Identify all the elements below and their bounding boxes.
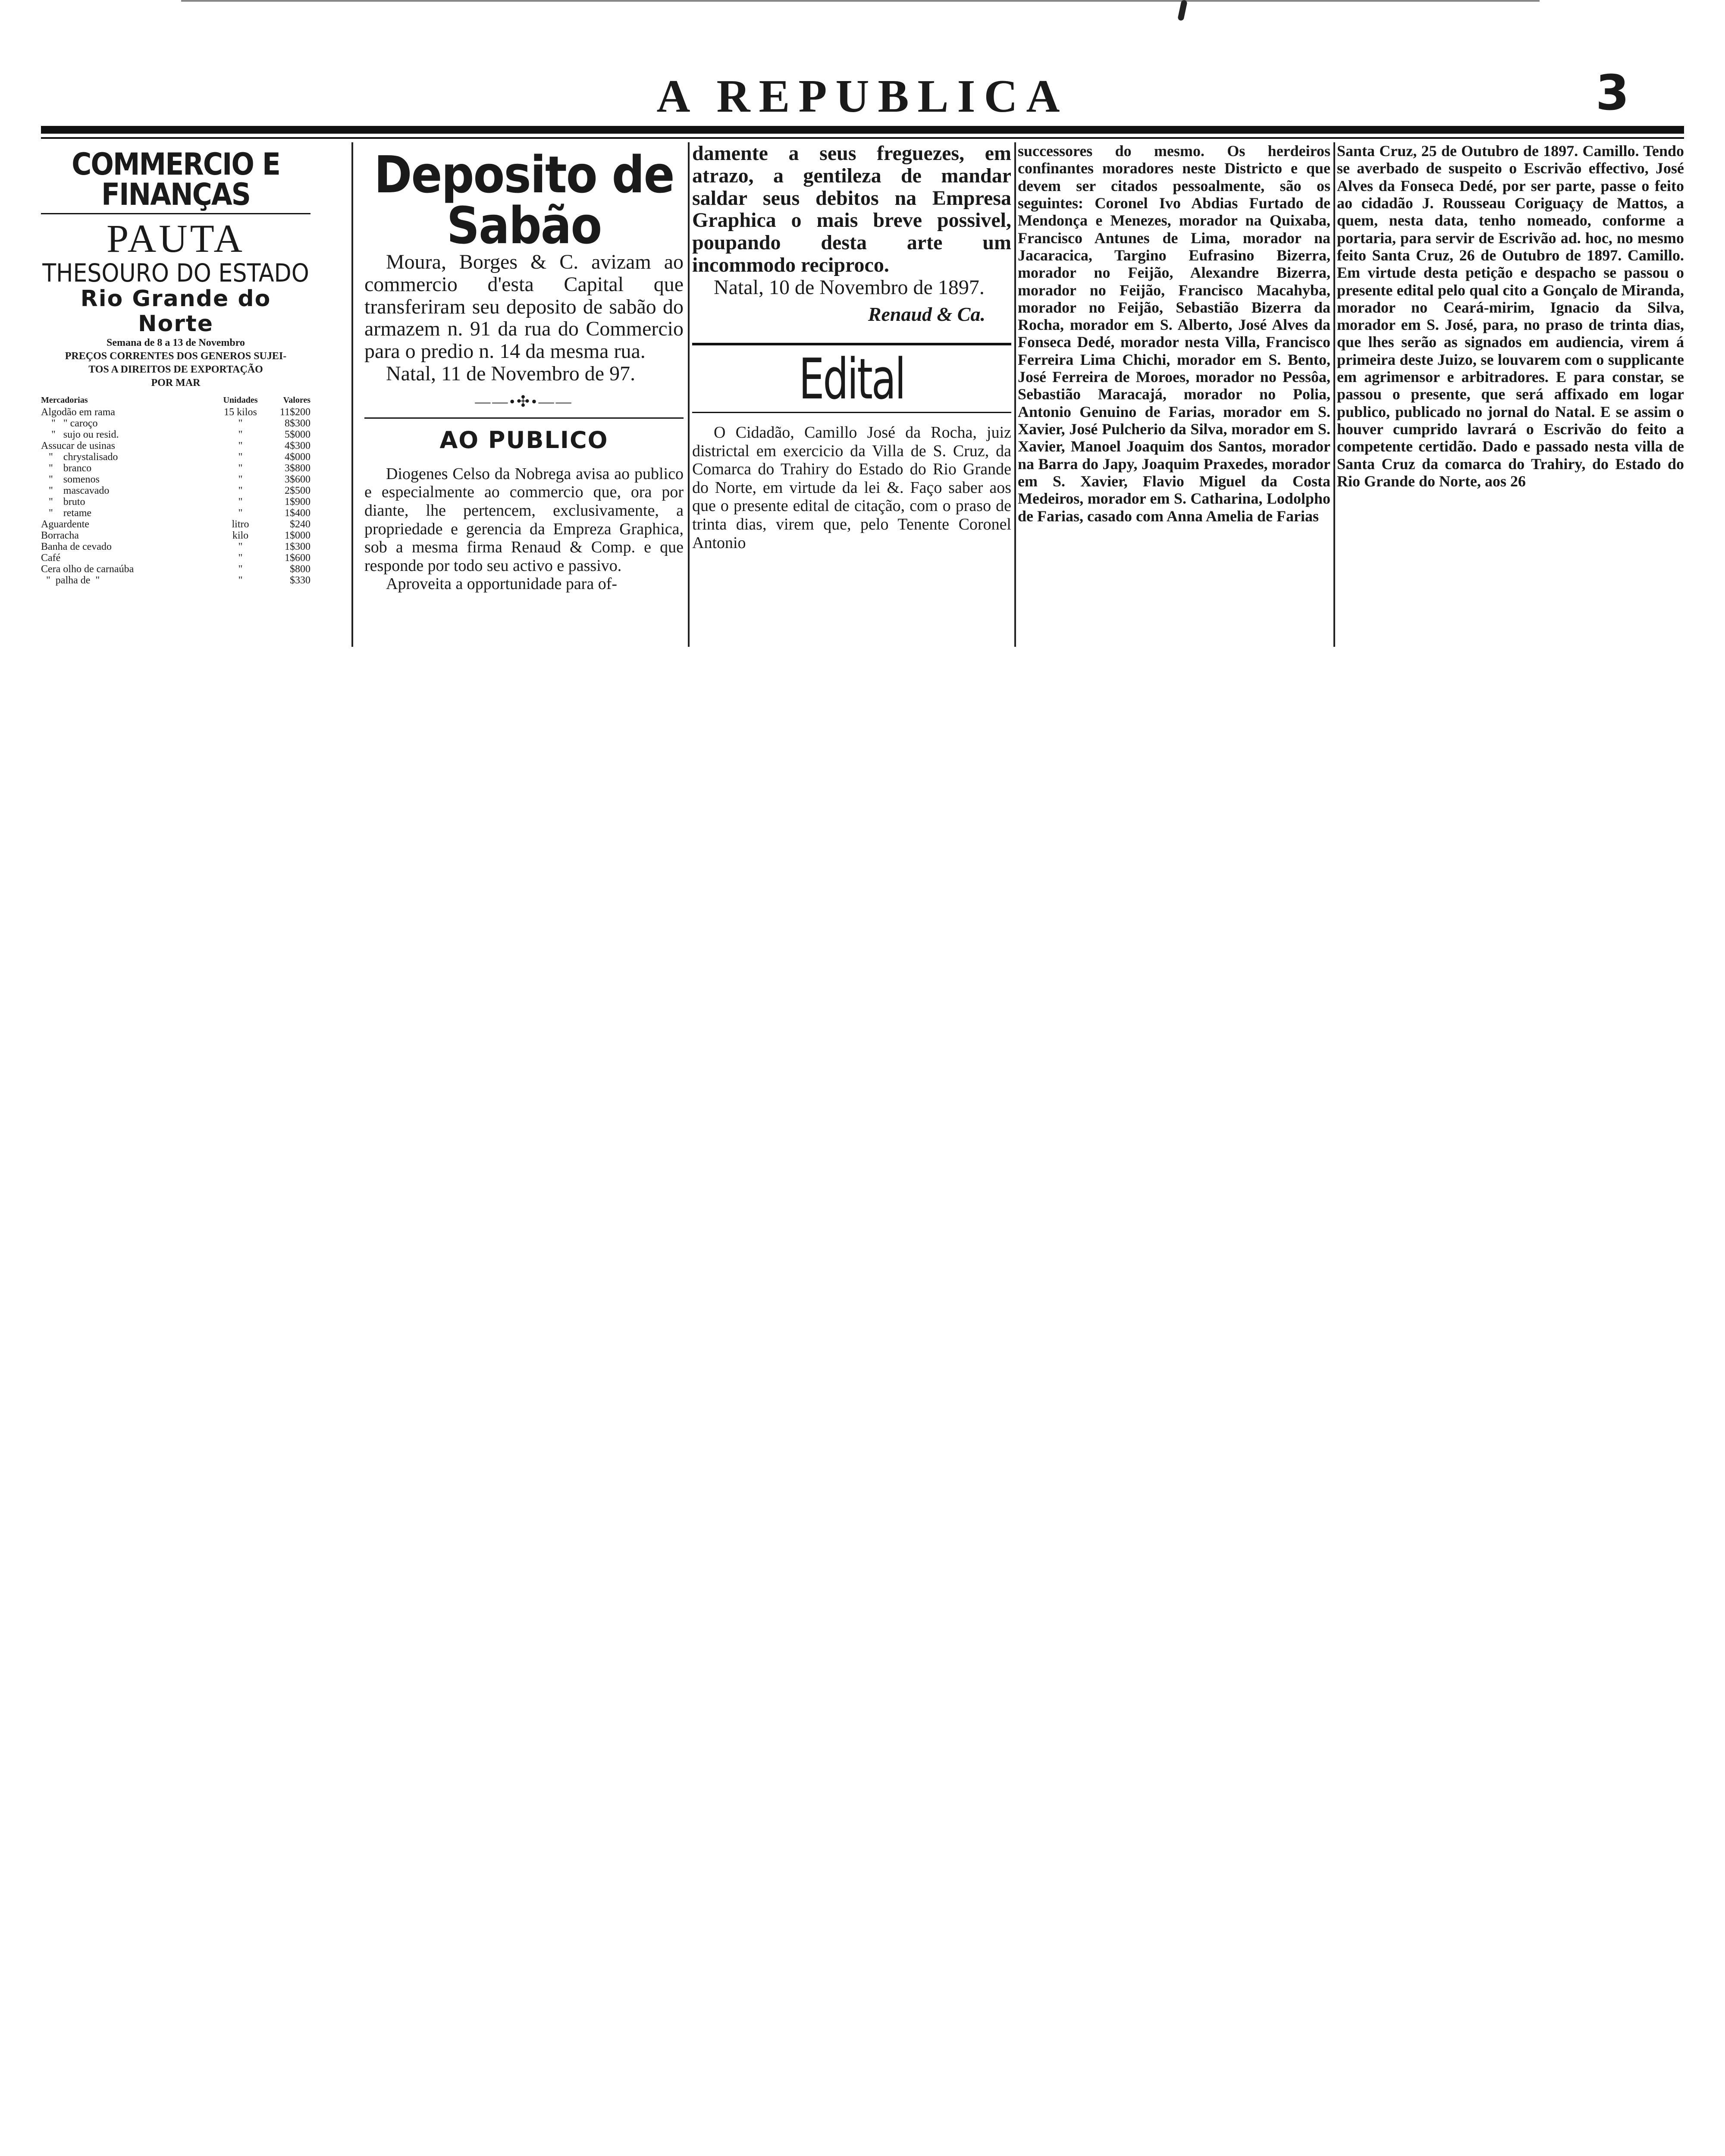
price-row: [41, 552, 310, 564]
price-row: [41, 474, 310, 485]
ornament-divider: ——•✣•——: [475, 392, 573, 410]
deposito-notice: Moura, Borges & C. avizam ao commercio d'esta Capital que transferiram seu deposito de sabão do armazem n. 91 da rua do Commercio para o predio n. 14 da mesma rua.: [364, 251, 684, 363]
unit: ": [238, 451, 243, 463]
price-value: 1$600: [285, 552, 310, 564]
price-row: [41, 440, 310, 451]
goods-name: Algodão em rama: [41, 406, 115, 418]
divider: [692, 343, 1011, 345]
goods-name: " mascavado: [41, 485, 110, 496]
price-value: 1$000: [285, 530, 310, 541]
week-line: Semana de 8 a 13 de Novembro: [107, 337, 245, 348]
price-value: 5$000: [285, 429, 310, 440]
unit: ": [238, 440, 243, 451]
price-row: [41, 508, 310, 519]
price-value: 3$800: [285, 462, 310, 474]
scan-mark: [1177, 0, 1188, 21]
price-row: [41, 407, 310, 418]
price-row: [41, 575, 310, 586]
price-value: 1$400: [285, 507, 310, 519]
column-commercio: [41, 142, 310, 647]
paragraph: damente a seus freguezes, em atrazo, a gentileza de mandar saldar seus debitos na Empresa Graphica o mais breve possivel, poupando desta arte um incommodo reciproco.: [692, 142, 1011, 277]
ao-publico-heading: AO PUBLICO: [439, 426, 608, 454]
price-row: [41, 451, 310, 463]
price-value: 1$900: [285, 496, 310, 508]
unit: ": [238, 563, 243, 575]
goods-name: Aguardente: [41, 518, 89, 530]
ao-publico-text: [364, 465, 684, 593]
column-rule: [1014, 142, 1016, 647]
price-row: [41, 541, 310, 552]
price-row: [41, 496, 310, 508]
thesouro-heading: THESOURO DO ESTADO: [42, 258, 309, 288]
unit: ": [238, 462, 243, 474]
edital-final: [1337, 142, 1684, 490]
price-value: 4$300: [285, 440, 310, 451]
edital-continued: [1018, 142, 1330, 525]
dateline: Natal, 10 de Novembro de 1897.: [714, 276, 985, 299]
column-rule: [1333, 142, 1335, 647]
goods-name: Banha de cevado: [41, 541, 112, 552]
header-goods: Mercadorias: [41, 395, 88, 405]
unit: ": [238, 473, 243, 485]
scan-top-edge: [181, 0, 1540, 2]
prices-line-2: TOS A DIREITOS DE EXPORTAÇÃO: [88, 364, 263, 376]
paragraph: Santa Cruz, 25 de Outubro de 1897. Camillo. Tendo se averbado de suspeito o Escrivão effectivo, José Alves da Fonseca Dedé, por ser parte, passe o feito ao cidadão J. Rousseau Coriguaçy de Mattos, a quem, nesta data, tenho nomeado, conforme a portaria, para servir de Escrivão ad. hoc, no mesmo feito Santa Cruz, 26 de Outubro de 1897. Camillo. Em virtude desta petição e despacho se passou o presente edital pelo qual cito a Gonçalo de Miranda, morador no Ceará-mirim, Ignacio da Silva, morador em S. José, para, no praso de trinta dias, que lhes serão as signados em audiencia, virem á primeira deste Juizo, se louvarem com o supplicante em agrimensor e arbitradores. E para constar, se passou o presente, que será affixado em logar publico, publicado no jornal do Natal. E se assim o houver cumprido lavrará o Escrivão do feito a competente certidão. Dado e passado nesta villa de Santa Cruz da comarca do Trahiry, do Estado do Rio Grande do Norte, aos 26: [1337, 142, 1684, 490]
header-units: Unidades: [223, 395, 258, 405]
masthead-rule-thin: [41, 137, 1684, 139]
price-value: $800: [290, 563, 310, 575]
column-edital: [692, 142, 1011, 647]
section-title: Deposito de Sabão: [374, 145, 674, 255]
unit: kilo: [232, 530, 249, 541]
paragraph: O Cidadão, Camillo José da Rocha, juiz districtal em exercicio da Villa de S. Cruz, da Comarca do Trahiry do Estado do Rio Grande do Norte, em virtude da lei &. Faço saber aos que o presente edital de citação, com o praso de trinta dias, virem que, pelo Tenente Coronel Antonio: [692, 423, 1011, 552]
price-value: 8$300: [285, 417, 310, 429]
goods-name: Borracha: [41, 530, 79, 541]
notice-text: [364, 251, 684, 363]
pauta-heading: PAUTA: [107, 216, 245, 260]
goods-name: " somenos: [41, 473, 100, 485]
price-row: [41, 463, 310, 474]
section-title: COMMERCIO E FINANÇAS: [72, 147, 280, 212]
price-value: $330: [290, 574, 310, 586]
state-heading: Rio Grande do Norte: [80, 286, 271, 337]
edital-text: [692, 423, 1011, 552]
column-edital-final: [1337, 142, 1684, 647]
unit: 15 kilos: [224, 406, 257, 418]
column-edital-cont: [1018, 142, 1330, 647]
unit: ": [238, 485, 243, 496]
price-value: 11$200: [279, 406, 310, 418]
price-table-header: [41, 395, 310, 406]
por-mar-line: POR MAR: [151, 377, 201, 389]
goods-name: " bruto: [41, 496, 85, 508]
unit: ": [238, 429, 243, 440]
price-value: 4$000: [285, 451, 310, 463]
goods-name: " palha de ": [41, 574, 100, 586]
price-row: [41, 530, 310, 541]
price-row: [41, 485, 310, 496]
goods-name: " branco: [41, 462, 92, 474]
goods-name: Café: [41, 552, 61, 564]
page-number: 3: [1596, 65, 1629, 121]
goods-name: " retame: [41, 507, 92, 519]
paragraph: Aproveita a opportunidade para of-: [386, 575, 618, 593]
goods-name: " chrystalisado: [41, 451, 118, 463]
price-row: [41, 418, 310, 429]
price-value: 2$500: [285, 485, 310, 496]
goods-name: " " caroço: [41, 417, 98, 429]
goods-name: Cera olho de carnaúba: [41, 563, 134, 575]
price-row: [41, 429, 310, 440]
goods-name: Assucar de usinas: [41, 440, 115, 451]
divider: [364, 417, 684, 419]
masthead-title: A REPUBLICA: [656, 71, 1069, 122]
price-row: [41, 564, 310, 575]
prices-line-1: PREÇOS CORRENTES DOS GENEROS SUJEI-: [65, 350, 287, 362]
masthead-rule: [41, 126, 1684, 134]
divider: [41, 213, 310, 214]
continued-text: [692, 142, 1011, 276]
dateline: Natal, 11 de Novembro de 97.: [386, 362, 636, 385]
price-value: 1$300: [285, 541, 310, 552]
edital-heading: Edital: [799, 346, 905, 412]
price-value: $240: [290, 518, 310, 530]
price-value: 3$600: [285, 473, 310, 485]
unit: ": [238, 552, 243, 564]
header-values: Valores: [283, 395, 310, 405]
unit: litro: [232, 518, 249, 530]
column-rule: [351, 142, 353, 647]
column-deposito: [364, 142, 684, 647]
unit: ": [238, 507, 243, 519]
divider: [692, 412, 1011, 413]
column-rule: [688, 142, 690, 647]
price-table: [41, 407, 310, 586]
signature: Renaud & Ca.: [868, 303, 985, 325]
paragraph: Diogenes Celso da Nobrega avisa ao publico e especialmente ao commercio que, ora por diante, lhe pertencem, exclusivamente, a propriedade e gerencia da Empreza Graphica, sob a mesma firma Renaud & Comp. e que responde por todo seu activo e passivo.: [364, 464, 684, 575]
unit: ": [238, 496, 243, 508]
unit: ": [238, 541, 243, 552]
goods-name: " sujo ou resid.: [41, 429, 119, 440]
unit: ": [238, 417, 243, 429]
unit: ": [238, 574, 243, 586]
price-row: [41, 519, 310, 530]
paragraph: successores do mesmo. Os herdeiros confinantes moradores neste Districto e que devem ser citados pessoalmente, são os seguintes: Coronel Ivo Abdias Furtado de Mendonça e Menezes, morador na Quixaba, Francisco Antunes de Lima, morador na Jacaracica, Targino Eufrasino Bizerra, morador no Feijão, Alexandre Bizerra, morador no Feijão, Francisco Macahyba, morador no Feijão, Sebastião Bizerra da Rocha, morador em S. Alberto, José Alves da Fonseca Dedé, morador nesta Villa, Francisco Ferreira Lima Chichi, morador em S. Bento, José Ferreira de Moroes, morador no Pessôa, Sebastião Maracajá, morador no Polia, Antonio Genuino de Farias, morador em S. Xavier, José Pulcherio da Silva, morador em S. Xavier, Manoel Joaquim dos Santos, morador na Barra do Japy, Joaquim Praxedes, morador em S. Xavier, Flavio Miguel da Costa Medeiros, morador em S. Catharina, Lodolpho de Farias, casado com Anna Amelia de Farias: [1018, 142, 1330, 525]
